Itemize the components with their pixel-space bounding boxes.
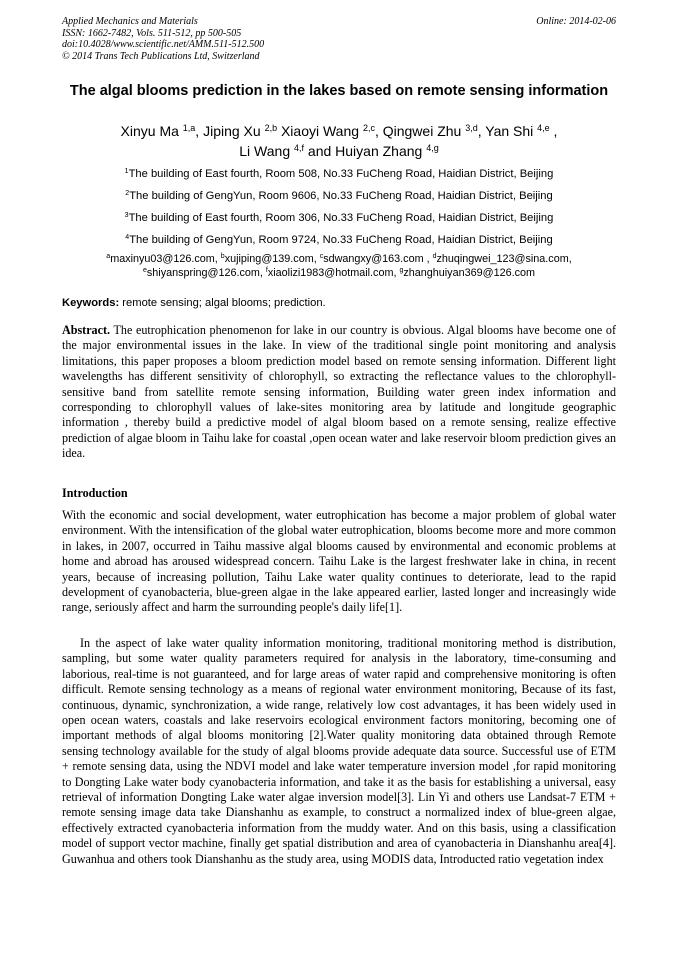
author-sup: 3,d	[465, 123, 478, 133]
keywords	[62, 296, 616, 310]
author-name: Xinyu Ma	[120, 123, 179, 139]
paper-title: The algal blooms prediction in the lakes based on remote sensing information	[69, 83, 609, 99]
email-address: maxinyu03@126.com,	[110, 253, 221, 265]
keywords-label: Keywords:	[62, 297, 120, 309]
abstract-text: The eutrophication phenomenon for lake in our country is obvious. Algal blooms have become one of the major environmental issues in the lake. In view of the traditional single point monitoring and analysis limitations, this paper proposes a bloom prediction model based on remote sensing information. Different light wavelengths has different sensitivity of chlorophyll, so extracting the reflectance values to the chlorophyll-sensitive band from satellite remote sensing information, Building water green index information and corresponding to chlorophyll values of lake-sites monitoring area by latitude and longitude geographic information , thereby build a predictive model of algal bloom based on a remote sensing, realize effective prediction of algae bloom in Taihu lake for coastal ,open ocean water and lake reservoir bloom prediction gives an idea.	[62, 323, 616, 461]
affiliation-3: $^3$The building of East fourth, Room 306, No.33 FuCheng Road, Haidian District, Beijing	[124, 212, 554, 224]
journal-header	[62, 16, 264, 62]
author-name: and Huiyan Zhang	[307, 143, 423, 159]
email-address: shiyanspring@126.com,	[146, 266, 266, 279]
email-address: sdwangxy@163.com ,	[323, 253, 430, 265]
email-list: $^a$maxinyu03@126.com, $^b$xujiping@139.com, $^c$sdwangxy@163.com , $^d$zhuqingwei_123@sina.com, $^e$shiyanspring@126.com, $^f$xiaolizi1983@hotmail.com, $^g$zhanghuiyan369@126.com	[106, 253, 572, 279]
author-name: Jiping Xu	[203, 123, 261, 139]
affiliation-1: $^1$The building of East fourth, Room 508, No.33 FuCheng Road, Haidian District, Beijing	[124, 168, 554, 180]
intro-paragraph-1: With the economic and social development, water eutrophication has become a major problem of global water environment. With the intensification of the global water eutrophication, blooms become more and more common in lakes, in 2007, occurred in Taihu massive algal blooms caused by environmental and economic problems at home and abroad has aroused widespread concern. Taihu Lake is the largest freshwater lake in china, in recent years, because of increasing pollution, Taihu Lake water quality continues to deteriorate, lead to the rapid development of cyanobacteria, blue-green algae in the lake appeared earlier, lasted longer and increasingly wide range, seriously affect and harm the surrounding people's daily life[1].	[62, 508, 616, 615]
affiliation-2: $^2$The building of GengYun, Room 9606, No.33 FuCheng Road, Haidian District, Beijing	[125, 190, 553, 202]
section-heading-introduction: Introduction	[62, 486, 128, 500]
author-sup: 2,b	[264, 123, 278, 133]
doi-line: doi:10.4028/www.scientific.net/AMM.511-512.500	[62, 39, 265, 50]
email-address: xiaolizi1983@hotmail.com,	[267, 266, 400, 279]
intro-paragraph-2: In the aspect of lake water quality information monitoring, traditional monitoring method is distribution, sampling, but some water quality parameters required for analysis in the laboratory, time-consuming and laborious, real-time is not guaranteed, and for large areas of water rapid and comprehensive monitoring is often difficult. Remote sensing technology as a means of regional water environment monitoring, Because of its fast, continuous, dynamic, synchronization, a wide range, relatively low cost advantages, it has been widely used in open ocean waters, coastals and lake reservoirs ecological environment factors monitoring, becoming one of important methods of algal blooms monitoring [2].Water quality monitoring data obtained through Remote sensing technology available for the study of algal blooms provide adequate data source. Successful use of ETM + remote sensing data, using the NDVI model and lake water temperature inversion model ,for rapid monitoring to Dongting Lake water body cyanobacteria information, and take it as the basis for establishing a universal, easy retrieval of information Dongting Lake water algae inversion model[3]. Lin Yi and others use Landsat-7 ETM + remote sensing image data take Dianshanhu as example, to construct a normalized index of blue-green algae, effectively extracted cyanobacteria information from the muddy water. And on this basis, using a classification model of support vector machine, finally get spatial distribution and area of cyanobacteria in Dianshanhu area[4]. Guwanhua and others took Dianshanhu as the study area, using MODIS data, Introducted ratio vegetation index	[62, 636, 616, 866]
author-sup: 4,e	[537, 123, 550, 133]
journal-name: Applied Mechanics and Materials	[62, 16, 198, 27]
keywords-text: remote sensing; algal blooms; prediction.	[119, 297, 326, 309]
abstract-label: Abstract.	[62, 323, 111, 337]
author-name: Yan Shi	[485, 123, 534, 139]
author-name: Qingwei Zhu	[382, 123, 462, 139]
affiliation-4: $^4$The building of GengYun, Room 9724, No.33 FuCheng Road, Haidian District, Beijing	[125, 234, 553, 246]
online-date: Online: 2014-02-06	[536, 16, 616, 27]
author-name: Xiaoyi Wang	[280, 123, 360, 139]
email-address: zhanghuiyan369@126.com	[403, 266, 535, 279]
copyright-line: © 2014 Trans Tech Publications Ltd, Switzerland	[62, 50, 260, 62]
email-address: zhuqingwei_123@sina.com,	[436, 253, 572, 265]
author-list: Xinyu Ma $^{1,a}$, Jiping Xu $^{2,b}$ Xiaoyi Wang $^{2,c}$, Qingwei Zhu $^{3,d}$, Yan Shi $^{4,e}$ , Li Wang $^{4,f}$ and Huiyan Zhang $^{4,g}$	[120, 123, 558, 159]
author-sup: 4,g	[426, 143, 439, 153]
author-name: Li Wang	[239, 143, 291, 159]
abstract	[62, 323, 616, 462]
issn-line: ISSN: 1662-7482, Vols. 511-512, pp 500-505	[62, 27, 242, 39]
author-sup: 4,f	[294, 143, 305, 153]
author-sup: 1,a	[182, 123, 196, 133]
author-sup: 2,c	[362, 123, 375, 133]
email-address: xujiping@139.com,	[224, 253, 320, 265]
